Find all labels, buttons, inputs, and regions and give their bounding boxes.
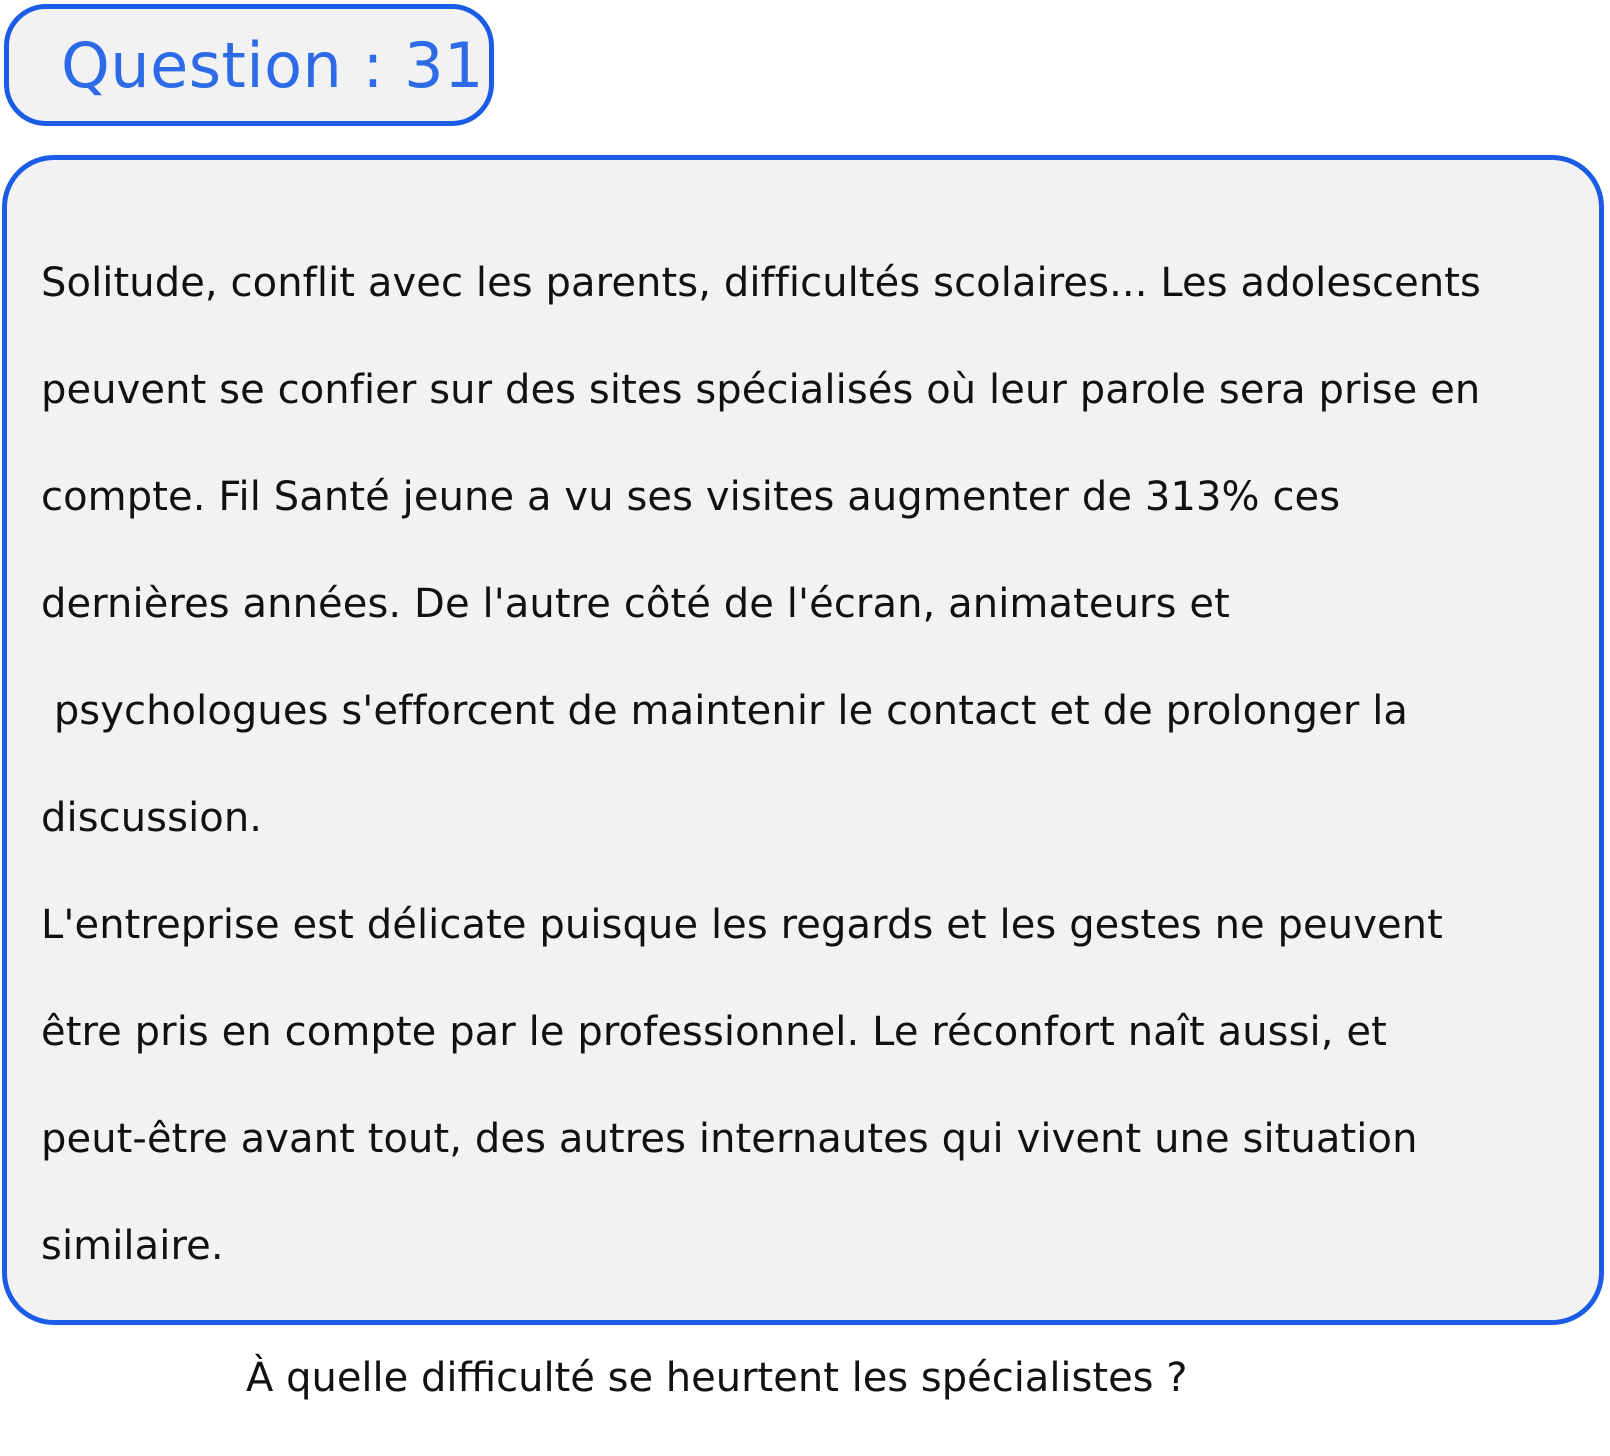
question-number-label: Question : 31 (61, 28, 485, 102)
passage-line: psychologues s'efforcent de maintenir le contact et de prolonger la (41, 688, 1409, 734)
question-number-badge (4, 4, 494, 126)
passage-line: similaire. (41, 1223, 224, 1269)
reading-passage-text (41, 230, 1601, 1300)
passage-line: être pris en compte par le professionnel. Le réconfort naît aussi, et (41, 1009, 1387, 1055)
passage-line: discussion. (41, 795, 263, 841)
reading-passage-panel (2, 155, 1604, 1325)
passage-line: compte. Fil Santé jeune a vu ses visites augmenter de 313% ces (41, 474, 1341, 520)
passage-line: dernières années. De l'autre côté de l'écran, animateurs et (41, 581, 1230, 627)
question-prompt: À quelle difficulté se heurtent les spécialistes ? (246, 1355, 1188, 1401)
passage-line: peut-être avant tout, des autres internautes qui vivent une situation (41, 1116, 1418, 1162)
passage-line: Solitude, conflit avec les parents, difficultés scolaires... Les adolescents (41, 260, 1482, 306)
passage-line: L'entreprise est délicate puisque les regards et les gestes ne peuvent (41, 902, 1443, 948)
passage-line: peuvent se confier sur des sites spécialisés où leur parole sera prise en (41, 367, 1481, 413)
